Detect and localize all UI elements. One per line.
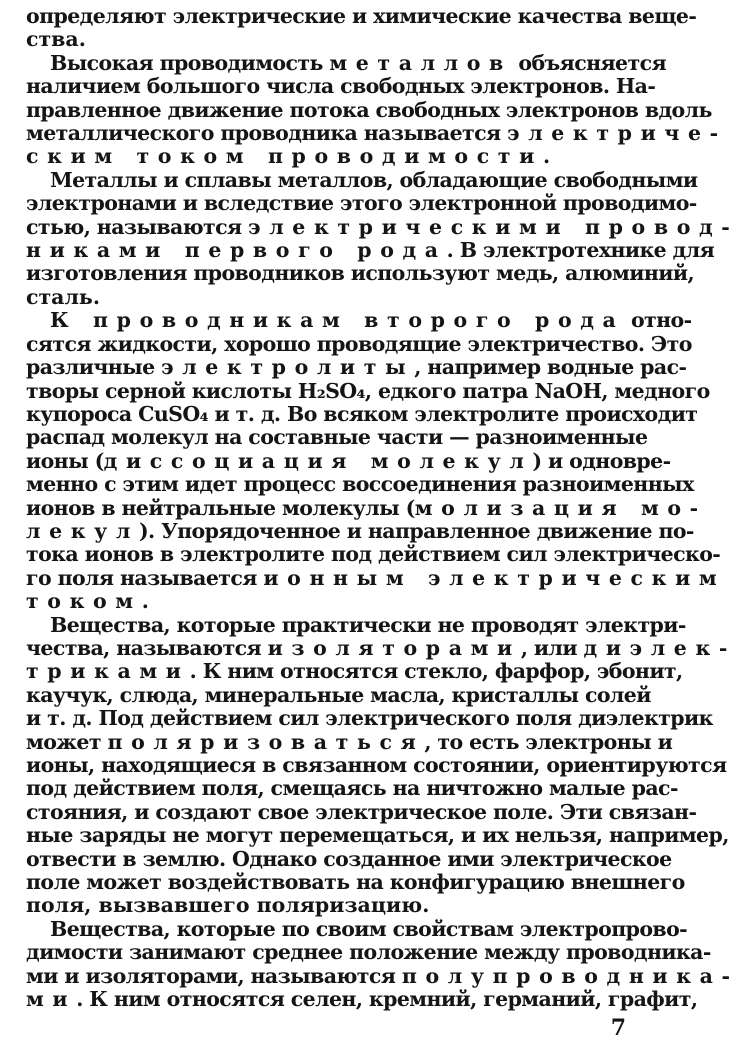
text-line — [26, 331, 692, 356]
page-number: 7 — [610, 1014, 626, 1041]
text-line — [26, 987, 698, 1012]
emphasized-term: током — [26, 589, 142, 614]
text-line — [26, 425, 648, 450]
text-run: , или — [520, 635, 584, 660]
text-run: ионов в нейтральные молекулы ( — [26, 495, 415, 520]
text-line — [26, 706, 713, 731]
text-run: стояния, и создают свое электрическое поле. Эти связан- — [26, 799, 697, 824]
text-run: Вещества, которые практически не проводят электри- — [50, 612, 686, 637]
text-run: ) и одновре- — [532, 448, 671, 473]
text-run: наличием большого числа свободных электронов. На- — [26, 74, 656, 99]
text-run: . К ним относятся селен, кремний, германий, графит, — [76, 987, 698, 1012]
text-run: определяют электрические и химические качества веще- — [26, 4, 697, 28]
text-line — [26, 308, 692, 333]
text-line — [26, 753, 727, 777]
paragraph — [26, 612, 736, 918]
text-line — [26, 963, 739, 988]
text-line — [26, 870, 685, 895]
text-line — [26, 472, 694, 497]
text-run: и т. д. Под действием сил электрического поля диэлектрик — [26, 706, 713, 731]
text-line — [26, 191, 697, 216]
text-line — [26, 635, 736, 660]
text-line — [26, 378, 710, 403]
text-line — [26, 28, 626, 51]
emphasized-term: полупроводника- — [401, 963, 739, 988]
text-line — [26, 121, 727, 146]
text-run: Металлы и сплавы металлов, обладающие свободными — [50, 167, 698, 192]
text-line — [26, 916, 688, 941]
text-line — [26, 940, 711, 965]
text-line — [26, 401, 698, 426]
text-run: объясняется — [511, 50, 667, 75]
paragraph — [26, 167, 739, 309]
text-line — [26, 659, 683, 684]
text-line — [26, 542, 721, 567]
emphasized-term: электриче- — [507, 121, 727, 146]
text-line — [26, 729, 673, 754]
emphasized-term: лекул — [26, 518, 139, 543]
text-run: под действием поля, смещаясь на ничтожно малые рас- — [26, 776, 678, 801]
text-run: металлического проводника называется — [26, 121, 508, 146]
text-line — [26, 74, 656, 99]
text-line — [26, 495, 707, 520]
text-run: различные — [26, 355, 162, 380]
text-run: . В электротехнике для — [446, 238, 715, 263]
text-run: . — [542, 144, 551, 169]
text-run: ства. — [26, 27, 86, 52]
text-line — [26, 355, 687, 380]
emphasized-term: металлов — [329, 50, 512, 75]
text-line — [26, 97, 712, 122]
text-line — [26, 286, 626, 309]
text-run: поле может воздействовать на конфигурацию внешнего — [26, 870, 685, 895]
emphasized-term: поляризоваться — [107, 729, 425, 754]
text-run: купороса CuSO₄ и т. д. Во всяком электролите происходит — [26, 401, 698, 426]
paragraph — [26, 308, 726, 614]
emphasized-term: диэлек- — [583, 635, 736, 660]
emphasized-term: триками — [26, 659, 190, 684]
text-line — [26, 518, 694, 543]
emphasized-term: диссоциация молекул — [103, 448, 533, 473]
text-run: , например водные рас- — [414, 355, 687, 380]
text-run: отно- — [624, 308, 692, 333]
text-line — [26, 823, 729, 848]
text-run: творы серной кислоты H₂SO₄, едкого патра NaOH, медного — [26, 378, 710, 403]
text-run: отвести в землю. Однако созданное ими электрическое — [26, 846, 672, 871]
text-line — [26, 846, 672, 871]
text-run: ми и изоляторами, называются — [26, 963, 402, 988]
text-run: изготовления проводников используют медь, алюминий, — [26, 261, 695, 286]
text-run: может — [26, 729, 108, 754]
paragraph — [26, 916, 739, 1012]
text-line — [26, 50, 667, 75]
paragraph — [26, 50, 727, 169]
text-line — [26, 167, 698, 192]
paragraph — [26, 4, 697, 52]
text-run: Высокая проводимость — [50, 50, 330, 75]
text-run: чества, называются — [26, 635, 268, 660]
text-run: . — [141, 589, 149, 614]
text-run: поля, вызвавшего поляризацию. — [26, 893, 430, 918]
text-run: каучук, слюда, минеральные масла, кристаллы солей — [26, 682, 651, 707]
text-run: ). Упорядоченное и направленное движение по- — [138, 518, 694, 543]
text-line — [26, 612, 686, 637]
text-run: менно с этим идет процесс воссоединения разноименных — [26, 472, 694, 497]
text-run: Вещества, которые по своим свойствам электропрово- — [50, 916, 688, 941]
text-run: ионы, находящиеся в связанном состоянии, ориентируются — [26, 753, 727, 777]
text-line — [26, 590, 626, 613]
text-line — [26, 448, 671, 473]
text-line — [26, 894, 626, 917]
text-run: . К ним относятся стекло, фарфор, эбонит, — [189, 659, 683, 684]
text-line — [26, 799, 697, 824]
text-line — [26, 214, 739, 239]
text-run: ные заряды не могут перемещаться, и их нельзя, например, — [26, 823, 729, 848]
text-line — [26, 238, 715, 263]
emphasized-term: ионным электрическим — [263, 565, 726, 590]
emphasized-term: электролиты — [161, 355, 415, 380]
emphasized-term: К проводникам второго рода — [50, 308, 625, 333]
emphasized-term: электрическими провод- — [248, 214, 739, 239]
emphasized-term: молизация мо- — [414, 495, 707, 520]
text-run: сятся жидкости, хорошо проводящие электричество. Это — [26, 331, 692, 356]
text-line — [26, 261, 695, 286]
text-line — [26, 4, 697, 28]
text-run: , то есть электроны и — [424, 729, 673, 754]
text-run: димости занимают среднее положение между проводника- — [26, 940, 711, 965]
emphasized-term: изоляторами — [267, 635, 521, 660]
text-line — [26, 682, 651, 707]
text-line — [26, 145, 626, 168]
text-run: правленное движение потока свободных электронов вдоль — [26, 97, 712, 122]
emphasized-term: никами первого рода — [26, 238, 447, 263]
text-run: стью, называются — [26, 214, 249, 239]
text-line — [26, 565, 726, 590]
text-run: ионы ( — [26, 448, 104, 473]
body-text — [26, 4, 739, 1012]
text-run: сталь. — [26, 284, 100, 309]
emphasized-term: ми — [26, 987, 77, 1012]
text-run: тока ионов в электролите под действием сил электрическо- — [26, 542, 721, 567]
text-run: электронами и вследствие этого электронной проводимо- — [26, 191, 697, 216]
text-line — [26, 776, 678, 801]
text-run: распад молекул на составные части — разноименные — [26, 425, 648, 450]
emphasized-term: ским током проводимости — [26, 144, 543, 169]
text-run: го поля называется — [26, 565, 264, 590]
